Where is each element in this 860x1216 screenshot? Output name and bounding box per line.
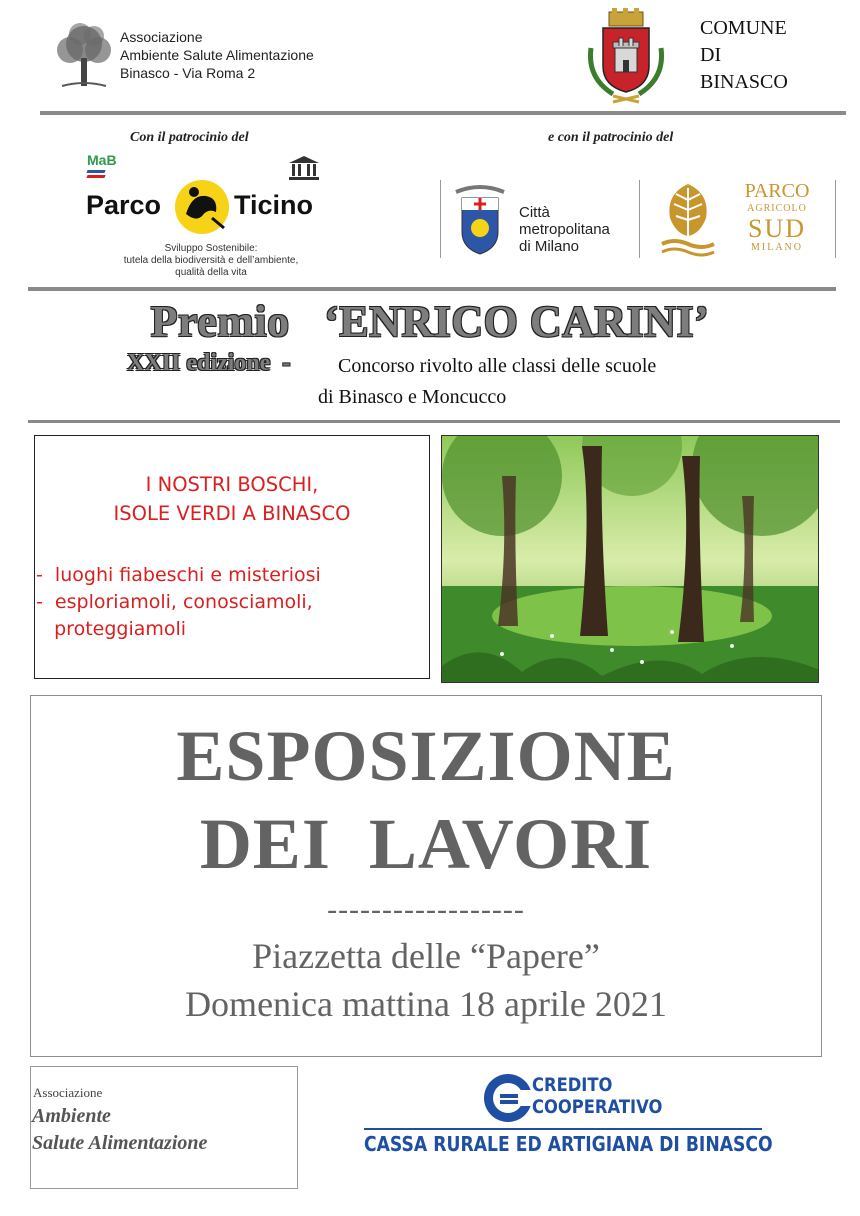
bank-rule xyxy=(364,1128,762,1130)
exposition-date: Domenica mattina 18 aprile 2021 xyxy=(185,984,667,1024)
pasm-text xyxy=(740,180,814,254)
comune-header xyxy=(700,15,788,96)
pasm-line-2: AGRICOLO xyxy=(747,203,807,214)
premio-title: Premio ‘ENRICO CARINI’ xyxy=(150,297,710,346)
association-line-1: Associazione xyxy=(120,29,203,45)
cm-line-2: metropolitana xyxy=(519,221,610,238)
cooperativo-word: COOPERATIVO xyxy=(532,1096,663,1118)
theme-bullets xyxy=(36,562,321,643)
parco-ticino-logo xyxy=(86,178,326,238)
credito-cooperativo-text xyxy=(532,1074,662,1118)
theme-bullet-2-cont: proteggiamoli xyxy=(36,618,187,640)
edition-label: XXII edizione - xyxy=(127,350,291,376)
association-line-3: Binasco - Via Roma 2 xyxy=(120,65,256,81)
parco-agricolo-sud-logo xyxy=(640,180,836,258)
title-divider xyxy=(28,420,840,423)
association-header-text xyxy=(120,28,314,82)
forest-image xyxy=(442,436,819,683)
theme-title-line-1: I NOSTRI BOSCHI, xyxy=(145,473,319,496)
comune-line-2: DI xyxy=(700,44,722,66)
theme-title xyxy=(34,470,430,528)
exposition-title-line-1: ESPOSIZIONE xyxy=(176,716,676,796)
footer-association-line-1: Ambiente xyxy=(32,1105,111,1127)
patronage-divider xyxy=(28,287,836,291)
footer-association-name xyxy=(32,1103,207,1157)
cm-line-3: di Milano xyxy=(519,238,580,255)
theme-title-line-2: ISOLE VERDI A BINASCO xyxy=(113,502,351,525)
comune-line-1: COMUNE xyxy=(700,17,787,39)
parco-sub-line-2: tutela della biodiversità e dell’ambiente, xyxy=(123,255,299,266)
exposition-title-line-2: DEI LAVORI xyxy=(199,804,653,884)
parco-word: Parco xyxy=(86,190,162,220)
patronage-right-label: e con il patrocinio del xyxy=(548,130,674,145)
exposition-place: Piazzetta delle “Papere” xyxy=(252,936,600,976)
citta-metropolitana-text xyxy=(519,204,610,255)
mab-text: MaB xyxy=(87,152,117,168)
ticino-word: Ticino xyxy=(234,190,314,220)
patronage-left-label: Con il patrocinio del xyxy=(130,130,249,145)
association-line-2: Ambiente Salute Alimentazione xyxy=(120,47,314,63)
theme-bullet-1: - luoghi fiabeschi e misteriosi xyxy=(36,564,321,586)
parco-sub-line-1: Sviluppo Sostenibile: xyxy=(164,243,258,254)
citta-metropolitana-crest-icon xyxy=(450,182,510,258)
pasm-line-1: PARCO xyxy=(744,180,810,202)
pasm-line-4: MILANO xyxy=(751,242,803,253)
exposition-details xyxy=(30,935,822,1025)
cm-line-1: Città xyxy=(519,204,550,221)
credito-word: CREDITO xyxy=(532,1074,613,1096)
parco-sub-line-3: qualità della vita xyxy=(175,267,247,278)
exposition-separator: ------------------ xyxy=(327,893,525,926)
competition-line-1: Concorso rivolto alle classi delle scuole xyxy=(338,355,657,377)
competition-line-2: di Binasco e Moncucco xyxy=(318,386,507,408)
footer-association-line-2: Salute Alimentazione xyxy=(32,1132,208,1154)
association-tree-logo xyxy=(50,20,118,92)
binasco-coat-of-arms-icon xyxy=(583,8,669,106)
header-divider xyxy=(40,111,846,115)
heron-sun-icon xyxy=(172,178,232,236)
theme-bullet-2: - esploriamoli, conosciamoli, xyxy=(36,591,313,613)
exposition-title xyxy=(30,712,822,888)
forest-illustration xyxy=(441,435,819,683)
credito-cooperativo-logo-icon xyxy=(480,1070,536,1126)
bank-name: CASSA RURALE ED ARTIGIANA DI BINASCO xyxy=(364,1132,773,1156)
footer-association-label: Associazione xyxy=(33,1085,103,1100)
leaf-tree-icon xyxy=(660,180,716,258)
comune-line-3: BINASCO xyxy=(700,71,788,93)
pasm-line-3: SUD xyxy=(747,214,806,243)
parco-ticino-subtitle xyxy=(86,243,336,279)
